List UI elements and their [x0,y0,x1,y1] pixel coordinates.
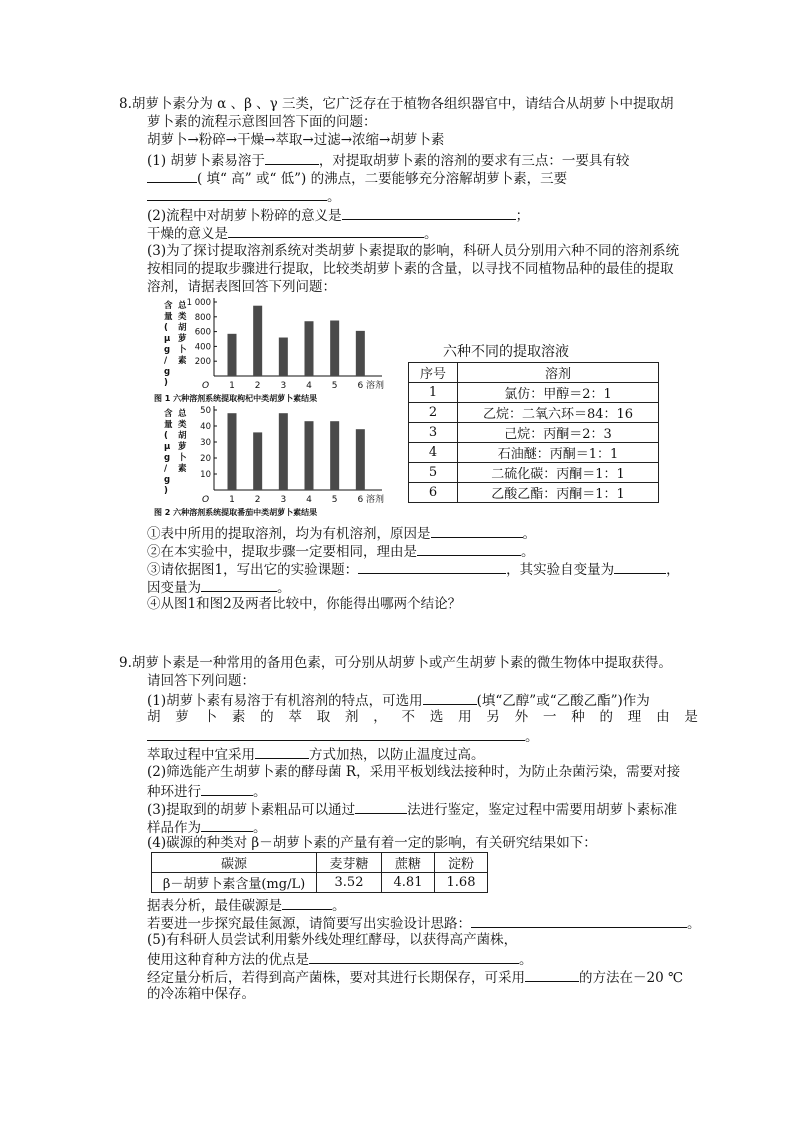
table-row [409,443,659,463]
answer-blank[interactable] [201,818,253,832]
answer-blank[interactable] [358,560,506,574]
x-tick-label: 5 [331,381,338,391]
answer-blank[interactable] [525,968,579,982]
header-cell: 溶剂 [458,363,659,383]
solvent-table [408,362,659,503]
char: 用 [458,709,472,725]
q8-part2-line2 [147,224,438,243]
bar [279,413,288,490]
q8-p1-text-d: 。 [327,189,341,205]
bar [253,432,262,490]
q9-p1-text-f: 方式加热，以防止温度过高。 [309,747,485,763]
q9-p4-text-e: 。 [687,916,701,932]
q9-part1-line3 [147,727,539,746]
y-tick-label: 1 000 [186,298,211,308]
answer-blank[interactable] [342,206,516,220]
q8-s3-text-c: ， [666,562,680,578]
q9-p2-text-b: 种环进行 [147,784,201,800]
answer-blank[interactable] [228,224,424,238]
x-tick-label: 3 [280,381,287,391]
y-tick-label: 20 [200,454,211,464]
x-tick-label: 6 [357,495,364,505]
table-cell: 3.52 [317,873,382,893]
table-cell: 2 [409,403,458,423]
q8-p2-text-c: 干燥的意义是 [147,226,228,242]
q9-part5-line3 [147,968,683,987]
x-tick-label: 6 [357,381,364,391]
answer-blank[interactable] [201,578,277,592]
header-cell: 序号 [409,363,458,383]
header-cell: 麦芽糖 [317,853,382,873]
table-row [409,423,659,443]
bar [356,331,365,376]
char: 不 [401,709,416,725]
answer-blank[interactable] [471,914,687,928]
q9-part1-line2 [147,709,698,726]
q9-stem-line2: 请回答下列问题： [147,673,255,689]
q9-p3-text-c: 样品作为 [147,820,201,836]
q9-part1-line1 [147,691,650,710]
table-cell: 氯仿：甲醇＝2：1 [458,383,659,403]
q8-sub1 [147,524,536,543]
q8-p2-text-b: ； [515,208,530,224]
q9-part4-line3 [147,914,701,933]
answer-blank[interactable] [147,187,327,201]
table-cell: 己烷：丙酮＝2：3 [458,423,659,443]
origin-label: O [202,495,210,505]
q8-s3-text-d: 因变量为 [147,580,201,596]
table-header-row [409,363,659,383]
y-tick-label: 200 [194,357,211,368]
q9-stem-line1: 9.胡萝卜素是一种常用的备用色素，可分别从胡萝卜或产生胡萝卜素的微生物体中提取获得。 [119,655,672,671]
answer-blank[interactable] [282,896,332,910]
char: 剂 [344,709,359,725]
char: 种 [571,709,585,725]
x-tick-label: 1 [229,495,235,505]
char: 的 [599,709,613,725]
answer-blank[interactable] [265,151,319,165]
table-cell: 4.81 [382,873,435,893]
table-cell: 乙酸乙酯：丙酮＝1：1 [458,483,659,503]
q8-p1-text-a: (1) 胡萝卜素易溶于 [147,153,265,169]
q9-p1-text-e: 萃取过程中宜采用 [147,747,255,763]
bar [305,321,314,376]
bar [253,306,262,376]
bar [330,321,339,377]
char: 一 [542,709,557,725]
char: 外 [514,709,529,725]
q9-part3-line1 [147,800,677,819]
q8-part3-line3: 溶剂，请据表图回答下列问题： [147,279,336,295]
table-cell: β－胡萝卜素含量(mg/L) [152,873,317,893]
q9-p1-text-b: (填“乙醇”或“乙酸乙酯”)作为 [476,693,650,709]
x-tick-label: 1 [229,381,235,391]
answer-blank[interactable] [614,560,666,574]
table-cell: 6 [409,483,458,503]
q8-part1-line1 [147,151,629,170]
answer-blank[interactable] [355,800,407,814]
q8-s3-text-e: 。 [277,580,291,596]
y-axis-label: 总类胡萝卜素含量( μ g / g ) [164,301,187,388]
y-tick-label: 50 [200,406,211,416]
q9-part2-line2 [147,782,267,801]
char: 取 [316,709,331,725]
table-row [409,403,659,423]
table-row [409,483,659,503]
table-cell: 4 [409,443,458,463]
carbon-source-table [151,852,488,893]
x-tick-label: 4 [306,381,312,391]
figure-1-bar-chart [146,296,386,404]
y-tick-label: 40 [200,422,211,432]
q9-part4-line1: (4)碳源的种类对 β－胡萝卜素的产量有着一定的影响，有关研究结果如下： [147,835,597,851]
header-cell: 蔗糖 [382,853,435,873]
x-tick-label: 2 [254,381,261,391]
y-tick-label: 800 [194,312,211,323]
q8-part1-line3 [147,187,341,206]
q8-stem-line2: 萝卜素的流程示意图回答下面的问题： [147,114,377,130]
table-cell: 乙烷：二氧六环＝84：16 [458,403,659,423]
q8-sub3-line2 [147,578,291,597]
q9-part5-line4: 的冷冻箱中保存。 [147,986,255,1002]
q8-sub3-line1 [147,560,680,579]
q9-p5-text-d: 经定量分析后，若得到高产菌株，要对其进行长期保存，可采用 [147,970,525,986]
q9-p5-text-e: 的方法在－20 ℃ [579,970,684,986]
q8-sub4: ④从图1和图2及两者比较中，你能得出哪两个结论？ [147,596,462,612]
q9-part4-line2 [147,896,346,915]
q9-p3-text-d: 。 [253,820,267,836]
q9-part2-line1: (2)筛选能产生胡萝卜素的酵母菌 R，采用平板划线法接种时，为防止杂菌污染，需要对接 [147,764,681,780]
header-cell: 淀粉 [435,853,488,873]
char: 萃 [288,709,302,725]
bar [305,421,314,490]
char: 的 [260,709,274,725]
answer-blank[interactable] [255,745,309,759]
q8-sub2 [147,542,535,561]
q8-p2-text-a: (2)流程中对胡萝卜粉碎的意义是 [147,208,342,224]
char: 胡 [147,709,161,725]
q9-p4-text-b: 据表分析，最佳碳源是 [147,898,282,914]
q8-p2-text-d: 。 [424,226,438,242]
q9-p5-text-b: 使用这种育种方法的优点是 [147,952,309,968]
answer-blank[interactable] [309,950,519,964]
q8-part2-line1 [147,206,529,225]
q9-p1-text-a: (1)胡萝卜素有易溶于有机溶剂的特点，可选用 [147,693,423,709]
origin-label: O [202,381,210,391]
y-tick-label: 600 [194,327,211,338]
q9-p5-text-c: 。 [519,952,533,968]
header-cell: 碳源 [152,853,317,873]
q8-p1-text-b: ，对提取胡萝卜素的溶剂的要求有三点：一要具有较 [318,153,630,169]
table-row [409,463,659,483]
q9-part5-line1: (5)有科研人员尝试利用紫外线处理红酵母，以获得高产菌株， [147,932,518,948]
q8-s2-text-a: ②在本实验中，提取步骤一定要相同，理由是 [147,544,417,560]
table-cell: 1 [409,383,458,403]
x-tick-label: 3 [280,495,287,505]
table-row [152,873,488,893]
q8-part3-line2: 按相同的提取步骤进行提取，比较类胡萝卜素的含量，以寻找不同植物品种的最佳的提取 [147,261,674,277]
answer-blank[interactable] [431,524,523,538]
char: 理 [627,709,642,725]
x-axis-label: 溶剂 [366,381,385,391]
q9-p4-text-d: 若要进一步探究最佳氮源，请简要写出实验设计思路： [147,916,471,932]
char: 选 [429,709,444,725]
table-cell: 1.68 [435,873,488,893]
answer-blank[interactable] [147,169,197,183]
table-cell: 3 [409,423,458,443]
bar [356,429,365,490]
char: 是 [684,709,698,725]
answer-blank[interactable] [147,727,525,741]
q8-s1-text-b: 。 [522,526,536,542]
table-header-row [152,853,488,873]
y-tick-label: 400 [194,342,211,353]
q8-part3-line1: (3)为了探讨提取溶剂系统对类胡萝卜素提取的影响，科研人员分别用六种不同的溶剂系统 [147,243,680,259]
chart-caption: 图 2 六种溶剂系统提取番茄中类胡萝卜素结果 [154,508,318,516]
char: 素 [231,709,246,725]
x-tick-label: 2 [254,495,261,505]
char: 萝 [175,709,189,725]
table-cell: 石油醚：丙酮＝1：1 [458,443,659,463]
answer-blank[interactable] [423,691,477,705]
q8-s2-text-b: 。 [521,544,535,560]
q9-p2-text-c: 。 [253,784,267,800]
char: 另 [486,709,500,725]
bar [330,421,339,490]
q9-p3-text-b: 法进行鉴定，鉴定过程中需要用胡萝卜素标准 [407,802,678,818]
table-cell: 5 [409,463,458,483]
bar [228,413,237,490]
y-tick-label: 30 [200,438,211,448]
q8-stem-line1: 8.胡萝卜素分为 α 、β 、γ 三类，它广泛存在于植物各组织器官中，请结合从胡萝卜中提取胡 [119,96,674,112]
q8-s3-text-a: ③请依据图1，写出它的实验课题： [147,562,359,578]
q9-p3-text-a: (3)提取到的胡萝卜素粗品可以通过 [147,802,356,818]
answer-blank[interactable] [417,542,521,556]
table-cell: 二硫化碳：丙酮＝1：1 [458,463,659,483]
q9-p4-text-c: 。 [332,898,346,914]
x-tick-label: 4 [306,495,312,505]
chart-caption: 图 1 六种溶剂系统提取枸杞中类胡萝卜素结果 [154,394,318,403]
bar [228,334,237,376]
char: 由 [656,709,670,725]
q9-p1-text-d: 。 [525,729,539,745]
q9-part1-line4 [147,745,485,764]
char: 卜 [203,709,218,725]
answer-blank[interactable] [201,782,253,796]
solvent-table-title: 六种不同的提取溶液 [443,344,569,360]
figure-2-bar-chart [146,406,386,516]
q8-s1-text-a: ①表中所用的提取溶剂，均为有机溶剂，原因是 [147,526,431,542]
q8-p1-text-c: ( 填“ 高” 或“ 低”) 的沸点，二要能够充分溶解胡萝卜素，三要 [197,171,568,187]
q8-s3-text-b: ，其实验自变量为 [506,562,615,578]
char: ， [373,709,387,725]
bar [279,338,288,376]
y-tick-label: 10 [200,470,211,480]
table-row [409,383,659,403]
y-axis-label: 总类胡萝卜素含量( μ g / g ) [164,409,187,496]
x-tick-label: 5 [331,495,338,505]
q8-part1-line2 [147,169,567,188]
x-axis-label: 溶剂 [366,495,385,505]
q8-flowchart: 胡萝卜→粉碎→干燥→萃取→过滤→浓缩→胡萝卜素 [147,132,445,148]
q9-part5-line2 [147,950,533,969]
